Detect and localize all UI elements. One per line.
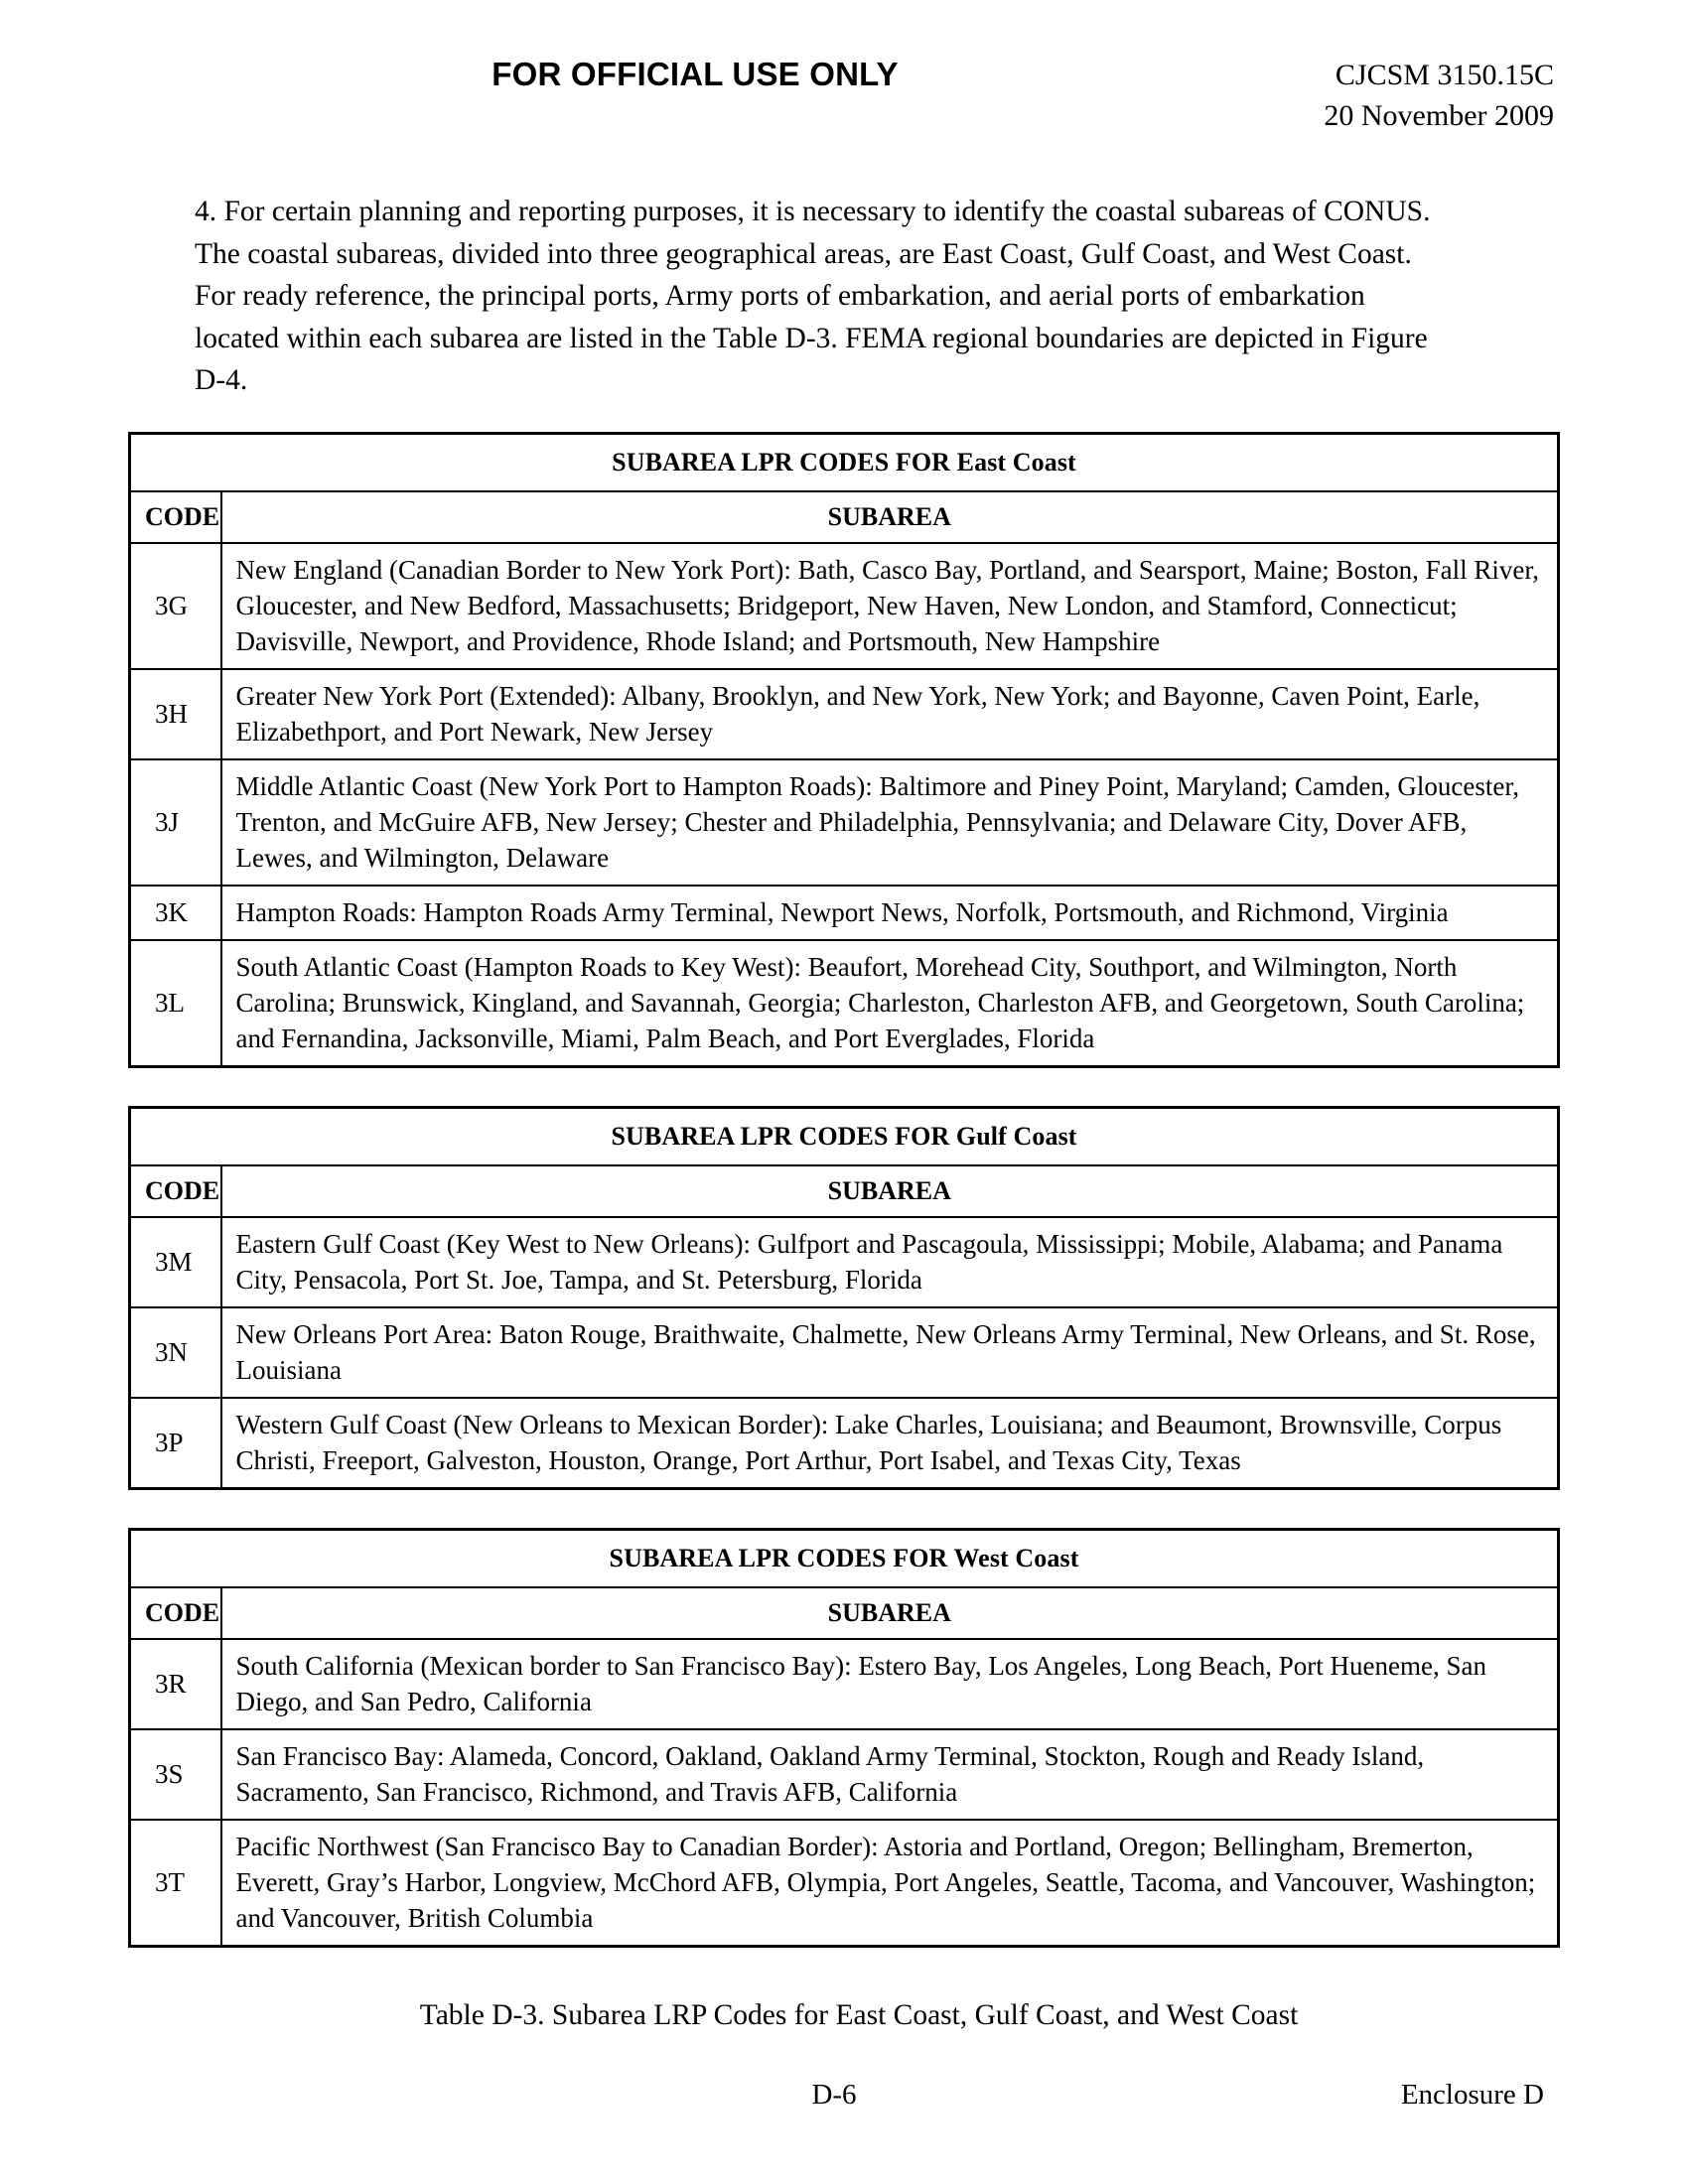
column-header-code: CODE — [130, 1587, 221, 1639]
table-row — [130, 1639, 1559, 1729]
table-title: SUBAREA LPR CODES FOR West Coast — [130, 1529, 1559, 1587]
table-row — [130, 1398, 1559, 1489]
subarea-table-west-coast — [128, 1528, 1560, 1948]
cell-code: 3S — [130, 1729, 221, 1820]
classification-banner: FOR OFFICIAL USE ONLY — [492, 56, 899, 92]
table-row — [130, 759, 1559, 886]
cell-code: 3K — [130, 886, 221, 940]
cell-subarea: New England (Canadian Border to New York Port): Bath, Casco Bay, Portland, and Searsport, Maine; Boston, Fall River, Gloucester, and New Bedford, Massachusetts; Bridgeport, New Haven, New London, and Stamford, Connecticut; Davisville, Newport, and Providence, Rhode Island; and Portsmouth, New Hampshire — [221, 543, 1559, 669]
table-row — [130, 1820, 1559, 1947]
document-date: 20 November 2009 — [1324, 99, 1554, 132]
table-row — [130, 1217, 1559, 1307]
enclosure-label: Enclosure D — [1400, 2079, 1544, 2111]
table-row — [130, 543, 1559, 669]
cell-subarea: San Francisco Bay: Alameda, Concord, Oakland, Oakland Army Terminal, Stockton, Rough and Ready Island, Sacramento, San Francisco, Richmond, and Travis AFB, California — [221, 1729, 1559, 1820]
cell-subarea: Hampton Roads: Hampton Roads Army Terminal, Newport News, Norfolk, Portsmouth, and Richmond, Virginia — [221, 886, 1559, 940]
table-row — [130, 886, 1559, 940]
column-header-code: CODE — [130, 1165, 221, 1217]
cell-code: 3L — [130, 940, 221, 1067]
figure-caption: Table D-3. Subarea LRP Codes for East Coast, Gulf Coast, and West Coast — [419, 1998, 1299, 2031]
cell-subarea: Eastern Gulf Coast (Key West to New Orleans): Gulfport and Pascagoula, Mississippi; Mobile, Alabama; and Panama City, Pensacola, Port St. Joe, Tampa, and St. Petersburg, Florida — [221, 1217, 1559, 1307]
table-block-west-coast — [0, 1528, 1688, 1948]
cell-code: 3H — [130, 669, 221, 759]
table-block-east-coast — [0, 432, 1688, 1068]
table-row — [130, 1307, 1559, 1398]
subarea-table-gulf-coast — [128, 1106, 1560, 1490]
cell-code: 3G — [130, 543, 221, 669]
cell-subarea: Middle Atlantic Coast (New York Port to Hampton Roads): Baltimore and Piney Point, Maryland; Camden, Gloucester, Trenton, and McGuire AFB, New Jersey; Chester and Philadelphia, Pennsylvania; and Delaware City, Dover AFB, Lewes, and Wilmington, Delaware — [221, 759, 1559, 886]
table-row — [130, 669, 1559, 759]
table-title-row — [130, 1529, 1559, 1587]
cell-code: 3M — [130, 1217, 221, 1307]
table-column-header-row — [130, 1587, 1559, 1639]
cell-code: 3J — [130, 759, 221, 886]
table-title-row — [130, 1107, 1559, 1165]
cell-subarea: South California (Mexican border to San Francisco Bay): Estero Bay, Los Angeles, Long Beach, Port Hueneme, San Diego, and San Pedro, California — [221, 1639, 1559, 1729]
document-identifier — [1324, 55, 1554, 136]
page-footer — [0, 2079, 1688, 2118]
cell-code: 3T — [130, 1820, 221, 1947]
table-row — [130, 1729, 1559, 1820]
cell-code: 3R — [130, 1639, 221, 1729]
cell-code: 3N — [130, 1307, 221, 1398]
table-column-header-row — [130, 1165, 1559, 1217]
table-row — [130, 940, 1559, 1067]
table-title: SUBAREA LPR CODES FOR East Coast — [130, 433, 1559, 491]
table-title: SUBAREA LPR CODES FOR Gulf Coast — [130, 1107, 1559, 1165]
cell-subarea: South Atlantic Coast (Hampton Roads to Key West): Beaufort, Morehead City, Southport, and Wilmington, North Carolina; Brunswick, Kingland, and Savannah, Georgia; Charleston, Charleston AFB, and Georgetown, South Carolina; and Fernandina, Jacksonville, Miami, Palm Beach, and Port Everglades, Florida — [221, 940, 1559, 1067]
column-header-code: CODE — [130, 491, 221, 543]
cell-subarea: Greater New York Port (Extended): Albany, Brooklyn, and New York, New York; and Bayonne, Caven Point, Earle, Elizabethport, and Port Newark, New Jersey — [221, 669, 1559, 759]
page-header — [0, 0, 1688, 132]
column-header-subarea: SUBAREA — [221, 491, 1559, 543]
table-block-gulf-coast — [0, 1106, 1688, 1490]
cell-subarea: New Orleans Port Area: Baton Rouge, Braithwaite, Chalmette, New Orleans Army Terminal, New Orleans, and St. Rose, Louisiana — [221, 1307, 1559, 1398]
column-header-subarea: SUBAREA — [221, 1587, 1559, 1639]
subarea-table-east-coast — [128, 432, 1560, 1068]
page-number: D-6 — [811, 2079, 857, 2111]
document-number: CJCSM 3150.15C — [1335, 59, 1554, 91]
table-column-header-row — [130, 491, 1559, 543]
cell-subarea: Pacific Northwest (San Francisco Bay to Canadian Border): Astoria and Portland, Oregon; Bellingham, Bremerton, Everett, Gray’s Harbor, Longview, McChord AFB, Olympia, Port Angeles, Seattle, Tacoma, and Vancouver, Washington; and Vancouver, British Columbia — [221, 1820, 1559, 1947]
body-paragraph: 4. For certain planning and reporting purposes, it is necessary to identify the coastal subareas of CONUS. The coastal subareas, divided into three geographical areas, are East Coast, Gulf Coast, and West Coast. For ready reference, the principal ports, Army ports of embarkation, and aerial ports of embarkation located within each subarea are listed in the Table D-3. FEMA regional boundaries are depicted in Figure D-4. — [195, 196, 1431, 396]
cell-subarea: Western Gulf Coast (New Orleans to Mexican Border): Lake Charles, Louisiana; and Beaumont, Brownsville, Corpus Christi, Freeport, Galveston, Houston, Orange, Port Arthur, Port Isabel, and Texas City, Texas — [221, 1398, 1559, 1489]
table-title-row — [130, 433, 1559, 491]
cell-code: 3P — [130, 1398, 221, 1489]
column-header-subarea: SUBAREA — [221, 1165, 1559, 1217]
